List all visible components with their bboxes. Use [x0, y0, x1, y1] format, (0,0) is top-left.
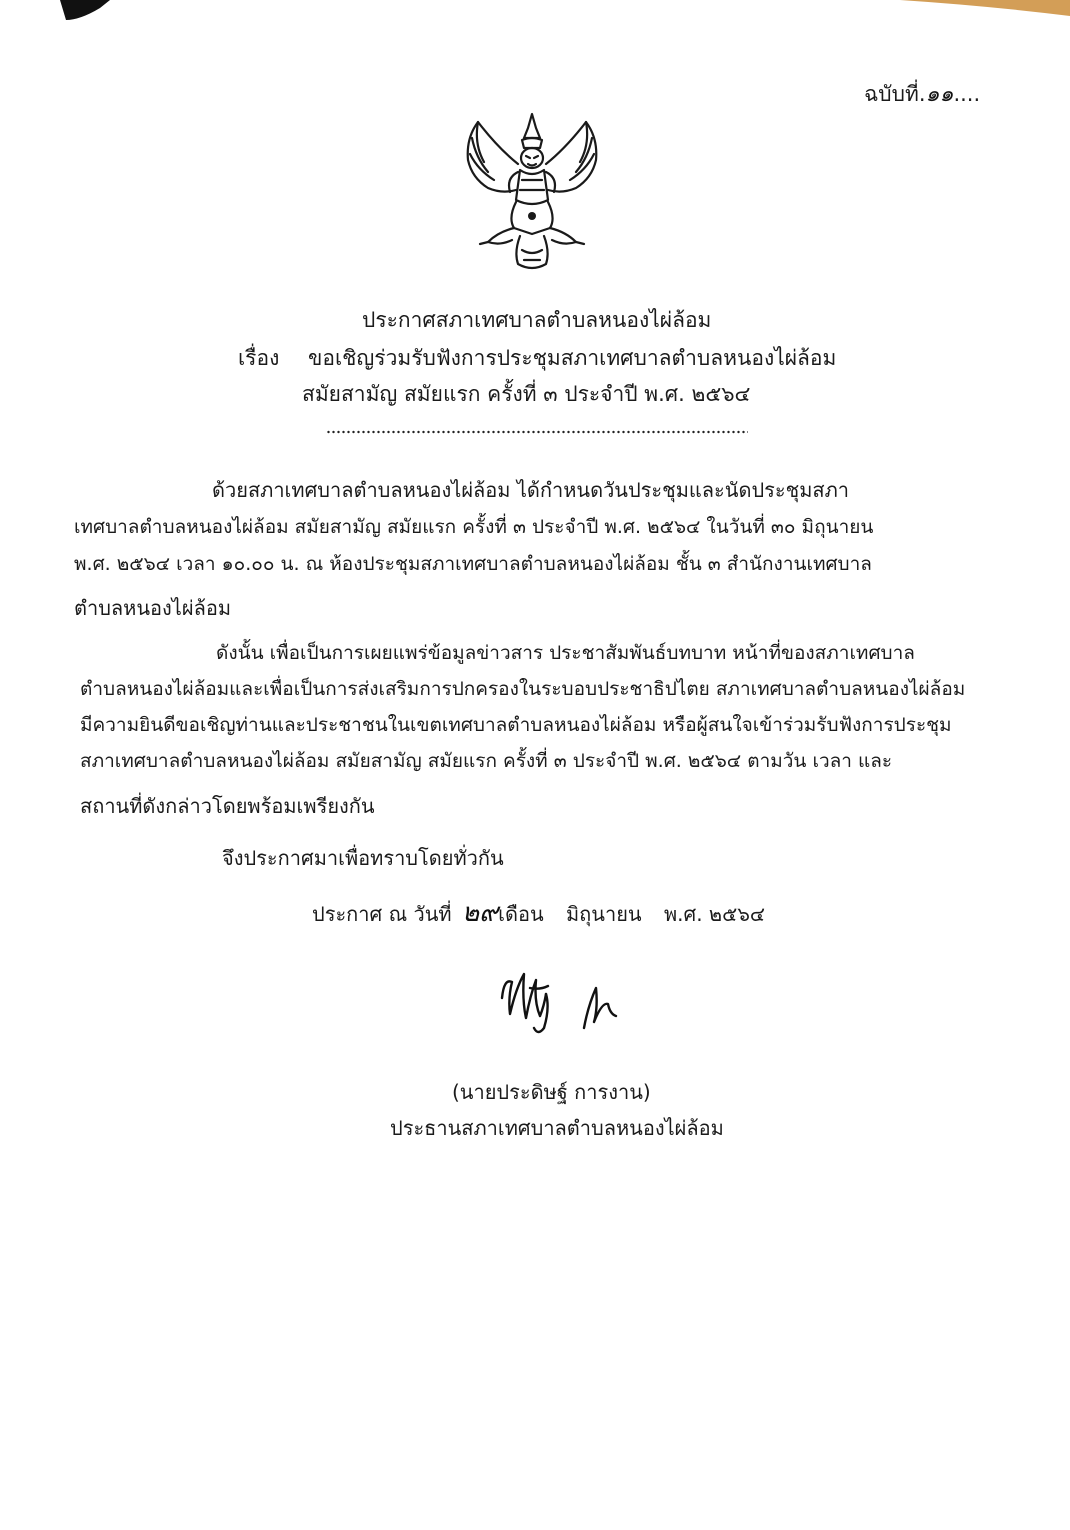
copy-dots-before: .	[918, 82, 926, 106]
date-month: มิถุนายน	[566, 902, 642, 926]
date-year: พ.ศ. ๒๕๖๔	[663, 902, 766, 926]
signer-name: (นายประดิษฐ์ การงาน)	[452, 1080, 651, 1104]
scan-shadow-top-left	[60, 0, 110, 22]
paragraph-1-line-4: ตำบลหนองไผ่ล้อม	[74, 596, 232, 620]
subject-label: เรื่อง	[238, 346, 280, 370]
paragraph-1-line-3: พ.ศ. ๒๕๖๔ เวลา ๑๐.๐๐ น. ณ ห้องประชุมสภาเทศบาลตำบลหนองไผ่ล้อม ชั้น ๓ สำนักงานเทศบาล	[74, 553, 872, 575]
date-day-handwritten: ๒๙	[461, 898, 499, 928]
date-prefix: ประกาศ ณ วันที่	[312, 902, 452, 926]
session-title: สมัยสามัญ สมัยแรก ครั้งที่ ๓ ประจำปี พ.ศ. ๒๕๖๔	[302, 382, 751, 406]
scan-shadow-top-right	[900, 0, 1070, 20]
date-month-label: เดือน	[498, 902, 544, 926]
garuda-emblem-icon	[458, 108, 606, 276]
paragraph-2-line-4: สภาเทศบาลตำบลหนองไผ่ล้อม สมัยสามัญ สมัยแรก ครั้งที่ ๓ ประจำปี พ.ศ. ๒๕๖๔ ตามวัน เวลา และ	[80, 750, 893, 772]
copy-dots-after: ....	[953, 82, 981, 106]
announcement-title: ประกาศสภาเทศบาลตำบลหนองไผ่ล้อม	[362, 308, 712, 332]
copy-number-line	[864, 84, 980, 106]
copy-number: ๑๑	[925, 82, 954, 107]
handwritten-signature	[490, 958, 630, 1040]
subject-title: ขอเชิญร่วมรับฟังการประชุมสภาเทศบาลตำบลหนองไผ่ล้อม	[308, 346, 837, 370]
paragraph-2-line-5: สถานที่ดังกล่าวโดยพร้อมเพรียงกัน	[80, 794, 375, 818]
paragraph-2-line-1: ดังนั้น เพื่อเป็นการเผยแพร่ข้อมูลข่าวสาร ประชาสัมพันธ์บทบาท หน้าที่ของสภาเทศบาล	[216, 642, 915, 664]
paragraph-2-line-2: ตำบลหนองไผ่ล้อมและเพื่อเป็นการส่งเสริมการปกครองในระบอบประชาธิปไตย สภาเทศบาลตำบลหนองไผ่ล้อม	[80, 678, 966, 700]
signer-position: ประธานสภาเทศบาลตำบลหนองไผ่ล้อม	[390, 1116, 724, 1140]
paragraph-2-line-3: มีความยินดีขอเชิญท่านและประชาชนในเขตเทศบาลตำบลหนองไผ่ล้อม หรือผู้สนใจเข้าร่วมรับฟังการประชุม	[80, 714, 952, 736]
copy-label: ฉบับที่	[864, 82, 919, 106]
announcement-date-line	[312, 900, 765, 926]
paragraph-1-line-1: ด้วยสภาเทศบาลตำบลหนองไผ่ล้อม ได้กำหนดวันประชุมและนัดประชุมสภา	[212, 478, 850, 502]
closing-statement: จึงประกาศมาเพื่อทราบโดยทั่วกัน	[222, 846, 504, 870]
paragraph-1-line-2: เทศบาลตำบลหนองไผ่ล้อม สมัยสามัญ สมัยแรก ครั้งที่ ๓ ประจำปี พ.ศ. ๒๕๖๔ ในวันที่ ๓๐ มิถุนายน	[74, 516, 874, 538]
separator-dotted-line	[326, 430, 748, 434]
